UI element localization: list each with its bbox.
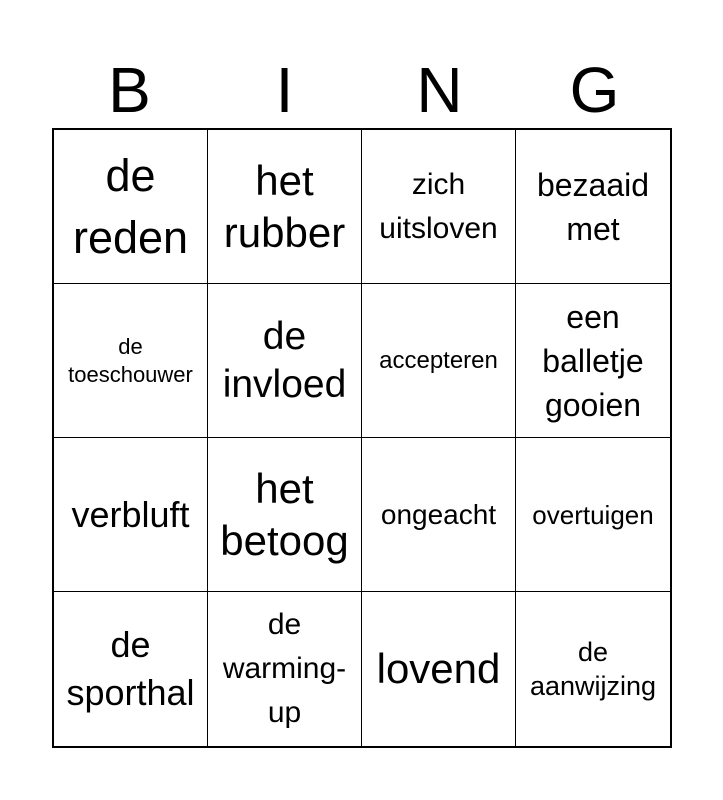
- cell-text: de warming-up: [222, 608, 347, 729]
- bingo-cell: [516, 438, 670, 592]
- header-letter-b: B: [108, 54, 151, 126]
- cell-text: zich uitsloven: [379, 167, 498, 245]
- cell-text: het rubber: [223, 156, 346, 256]
- cell-text: de toeschouwer: [68, 333, 193, 387]
- cell-text: lovend: [376, 645, 501, 692]
- cell-text: een balletje gooien: [542, 298, 644, 423]
- bingo-cell: [208, 130, 362, 284]
- cell-text: de aanwijzing: [529, 637, 657, 701]
- bingo-header: [52, 52, 672, 128]
- bingo-cell: [362, 438, 516, 592]
- bingo-cell: [362, 592, 516, 746]
- bingo-cell: [208, 284, 362, 438]
- bingo-cell: [362, 130, 516, 284]
- bingo-grid: [52, 128, 672, 748]
- cell-text: verbluft: [71, 493, 190, 535]
- cell-text: bezaaid met: [536, 166, 650, 247]
- bingo-cell: [54, 284, 208, 438]
- bingo-cell: [362, 284, 516, 438]
- cell-text: de invloed: [222, 314, 347, 406]
- bingo-cell: [54, 130, 208, 284]
- bingo-cell: [516, 284, 670, 438]
- cell-text: de reden: [72, 149, 189, 263]
- cell-text: de sporthal: [66, 624, 195, 713]
- bingo-cell: [208, 592, 362, 746]
- cell-text: overtuigen: [532, 499, 654, 530]
- cell-text: het betoog: [220, 464, 349, 564]
- header-letter-g: G: [569, 54, 620, 126]
- bingo-cell: [208, 438, 362, 592]
- bingo-cell: [54, 438, 208, 592]
- cell-text: accepteren: [379, 346, 498, 374]
- header-letter-i: I: [275, 54, 294, 126]
- cell-text: ongeacht: [380, 498, 497, 530]
- bingo-cell: [516, 592, 670, 746]
- bingo-cell: [516, 130, 670, 284]
- bingo-cell: [54, 592, 208, 746]
- header-letter-n: N: [416, 54, 463, 126]
